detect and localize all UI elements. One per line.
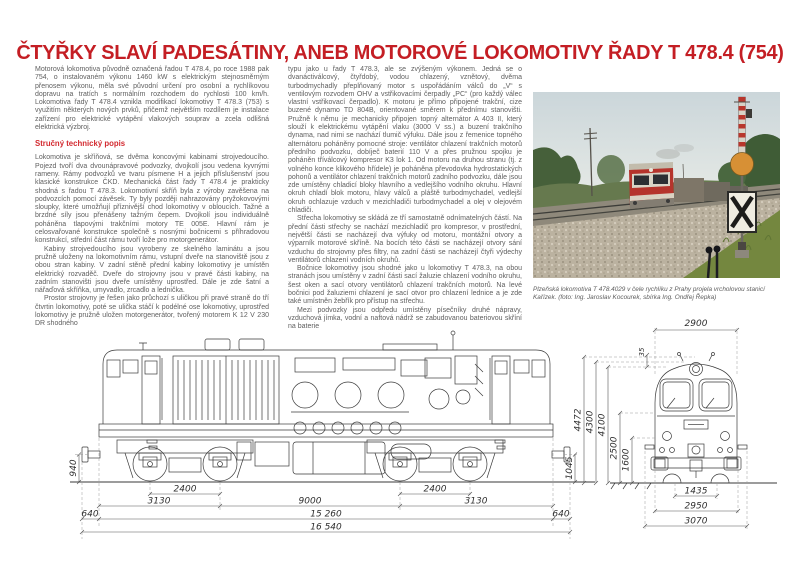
signal-lamp xyxy=(746,109,752,118)
dim-overhang-front: 3130 xyxy=(147,496,171,507)
engine-block xyxy=(291,358,427,434)
bogie-front xyxy=(117,440,253,481)
loco-windshield xyxy=(653,175,668,185)
front-windows xyxy=(660,379,732,411)
text-column-2 xyxy=(288,66,522,332)
text-column-1 xyxy=(35,66,269,332)
paragraph: Prostor strojovny je řešen jako průchozí s uličkou při pravé straně do tří čtvrtin lokomotivy, poté se ulička stáčí k podélné ose lokomotivy, uprostřed lokomotivy je pružně uložen motorgenerátor, tvořený motorem K 12 V 230 DR shodného xyxy=(35,295,269,328)
intro-paragraph: Motorová lokomotiva původně označená řadou T 478.4, po roce 1988 pak 754, o instalovaném výkonu 1460 kW s elektrickým stejnosměrným přenosem výkonu, měla své původní určení pro osobní a rychlíkovou dopravu na tratích s normálním rozchodem do rychlosti 100 km/h. Lokomotiva řady T 478.4 vznikla modifikací lokomotivy T 478.3 (753) s využitím některých nových prvků, přičemž největším rozdílem je instalace zařízení pro elektrické vytápění vlakových souprav a zcela odlišná elektrická výzbroj. xyxy=(35,66,269,132)
dim-wheelbase-1: 2400 xyxy=(173,484,197,495)
paragraph: typu jako u řady T 478.3, ale se zvýšeným výkonem. Jedná se o dvanáctiválcový, čtyřdobý, vodou chlazený, vznětový, dvěma turbodmychadly přeplňovaný motor s uspořádáním válců do „V“ s ventilovým rozvodem OHV a vstřikovacími čerpadly „PC“ (pro každý válec vlastní vstřikovací čerpadlo). K motoru je přímo připojené trakční, cize buzené dynamo TD 804B, orientované směrem k přednímu stanovišti. Pružně k němu je mechanicky připojen topný alternátor A 403 II, který slouží k elektrickému vytápění vlaku (3000 V ss.) a buzení trakčního dynama, nad nimi se nachází tlumič výfuku. Dále jsou z řemenice topného alternátoru poháněny pomocné stroje: ventilátor chlazení trakčních motorů předního podvozku, dobíječ baterií 110 V a přes pružnou spojku je poháněn tříválcový kompresor K3 lok 1. Od motoru na druhou stranu (tj. z volného konce klikového hřídele) je poháněna převodovka hydrostatických pohonů a ventilátor chlazení trakčních motorů zadního podvozku, dále jsou zde umístěny chladicí bloky hlavního a vedlejšího vodního okruhu. Hlavní okruh chladí blok motoru, hlavy válců a pláště turbodmychadel, vedlejší okruh ochlazuje vzduch v mezichladiči turbodmychadel a olej v olejovém chladiči. xyxy=(288,66,522,215)
photo-scene xyxy=(533,92,780,278)
locomotive-photo xyxy=(533,92,780,278)
front-view-dimensions xyxy=(574,319,750,529)
paragraph: Střecha lokomotivy se skládá ze tří samostatně odnímatelných částí. Na přední části střechy se nachází mezichladič pro kompresor, v prostřední, největší části se nacházejí dva výfuky od motoru, montážní otvory a výparník motorové skříně. Na bocích této části se nacházejí otvory sání vzduchu do strojovny přes filtry, na zadní části se nacházejí čtyři výdechy ventilátorů chlazení vodních okruhů. xyxy=(288,215,522,264)
dim-buffer-front: 640 xyxy=(81,509,99,520)
photo-caption: Plzeňská lokomotiva T 478.4029 v čele rychlíku z Prahy projela vrcholovou stanicí Kařízek. (foto: Ing. Jaroslav Kocourek, sbírka Ing. Ondřej Řepka) xyxy=(533,286,765,302)
dim-wheelbase-2: 2400 xyxy=(423,484,447,495)
section-heading: Stručný technický popis xyxy=(35,139,126,149)
loco-windshield xyxy=(634,176,649,186)
dim-height-max: 4472 xyxy=(573,408,584,432)
dim-height-left: 940 xyxy=(69,459,79,477)
bogie-rear xyxy=(367,440,503,481)
dim-bogie-centers: 9000 xyxy=(298,496,322,507)
front-view-drawing xyxy=(610,353,777,490)
technical-drawing xyxy=(55,300,790,560)
paragraph: Bočnice lokomotivy jsou shodné jako u lokomotivy T 478.3, na obou stranách jsou umístěny v zadní části sací žaluzie chlazení vodního okruhu, šest oken a sací otvory ventilátorů chlazení trakčních motorů. Na levé bočnici pod žaluziemi chlazení je sací otvor pro chlazení lednice a je zde také umístněn žebřík pro přístup na střechu. xyxy=(288,265,522,306)
dim-width-max: 3070 xyxy=(684,516,708,527)
dim-buffer-height: 1045 xyxy=(565,456,575,480)
loco-headlight xyxy=(649,168,653,172)
dim-buffer-rear: 640 xyxy=(552,509,570,520)
article-title: ČTYŘKY SLAVÍ PADESÁTINY, ANEB MOTOROVÉ LOKOMOTIVY ŘADY T 478.4 (754) xyxy=(16,40,784,64)
cab-front xyxy=(107,356,162,449)
paragraph: Mezi podvozky jsou odpředu umístěny písečníky druhé nápravy, vzduchová jímka, vodní a naftová nádrž se zabudovanou bateriovou skříní na baterie xyxy=(288,306,522,331)
article-columns xyxy=(35,66,522,332)
dim-overhang-rear: 3130 xyxy=(464,496,488,507)
dim-height-mid: 2500 xyxy=(609,436,620,460)
dim-height-body: 4100 xyxy=(597,413,608,437)
front-headlight xyxy=(690,363,703,376)
dim-width-body: 2950 xyxy=(684,501,708,512)
front-lamps xyxy=(660,432,733,458)
roof-equipment xyxy=(139,331,455,350)
dim-height-low: 1600 xyxy=(621,448,632,472)
dimension-drawing xyxy=(55,300,790,560)
dim-height-roof: 4300 xyxy=(585,410,596,434)
paragraph: Kabiny strojvedoucího jsou vyrobeny ze skelného laminátu a jsou pružně uloženy na lokomotivním rámu, vstupní dveře na stanoviště jsou z obou stran kabiny. V zadní stěně přední kabiny lokomotivy je umístěn elektrický rozvaděč. Dveře do strojovny jsou v pravé části kabiny, na zadním stanovišti jsou dveře umístěny uprostřed. Dále je zde šatní a nářaďová skříňka, umyvadlo, zrcadlo a lednička. xyxy=(35,245,269,295)
dim-gauge: 1435 xyxy=(684,486,708,497)
cab-rear xyxy=(490,356,545,449)
side-view-drawing xyxy=(70,331,595,482)
dim-height-small: 35 xyxy=(638,347,646,357)
dim-length-body: 15 260 xyxy=(310,509,342,520)
signal-disc xyxy=(731,153,754,176)
front-buffers xyxy=(651,457,741,478)
dim-length-buffers: 16 540 xyxy=(310,522,342,533)
alternator-section xyxy=(425,356,483,409)
paragraph: Lokomotiva je skříňová, se dvěma koncovými kabinami strojvedoucího. Pojezd tvoří dva dvounápravové podvozky, dvojkolí jsou vedena kyvnými rameny. Rámy podvozků ve tvaru písmene H a jejich příslušenství jsou klasické konstrukce ČKD. Mechanická část řady T 478.4 je prakticky shodná s řadou T 478.3. Lokomotivní skříň byla z výroby zavěšena na podvozcích pomocí závěsek. Ty byly později nahrazovány pryžokovovými sloupky, které umožňují příznivější chod lokomotivy v obloucích. Tažné a brzdné síly jsou přenášeny tažným čepem. Dvojkolí jsou individuálně poháněna tlapovými trakčními motory TE 005E. Hlavní rám je celosvařované konstrukce společně s nosnými bočnicemi s příhradovou konstrukcí, střední část rámu tvoří lože pro motorgenerátor. xyxy=(35,154,269,245)
dim-width-roof: 2900 xyxy=(684,319,708,329)
radiator-grille xyxy=(173,356,279,424)
